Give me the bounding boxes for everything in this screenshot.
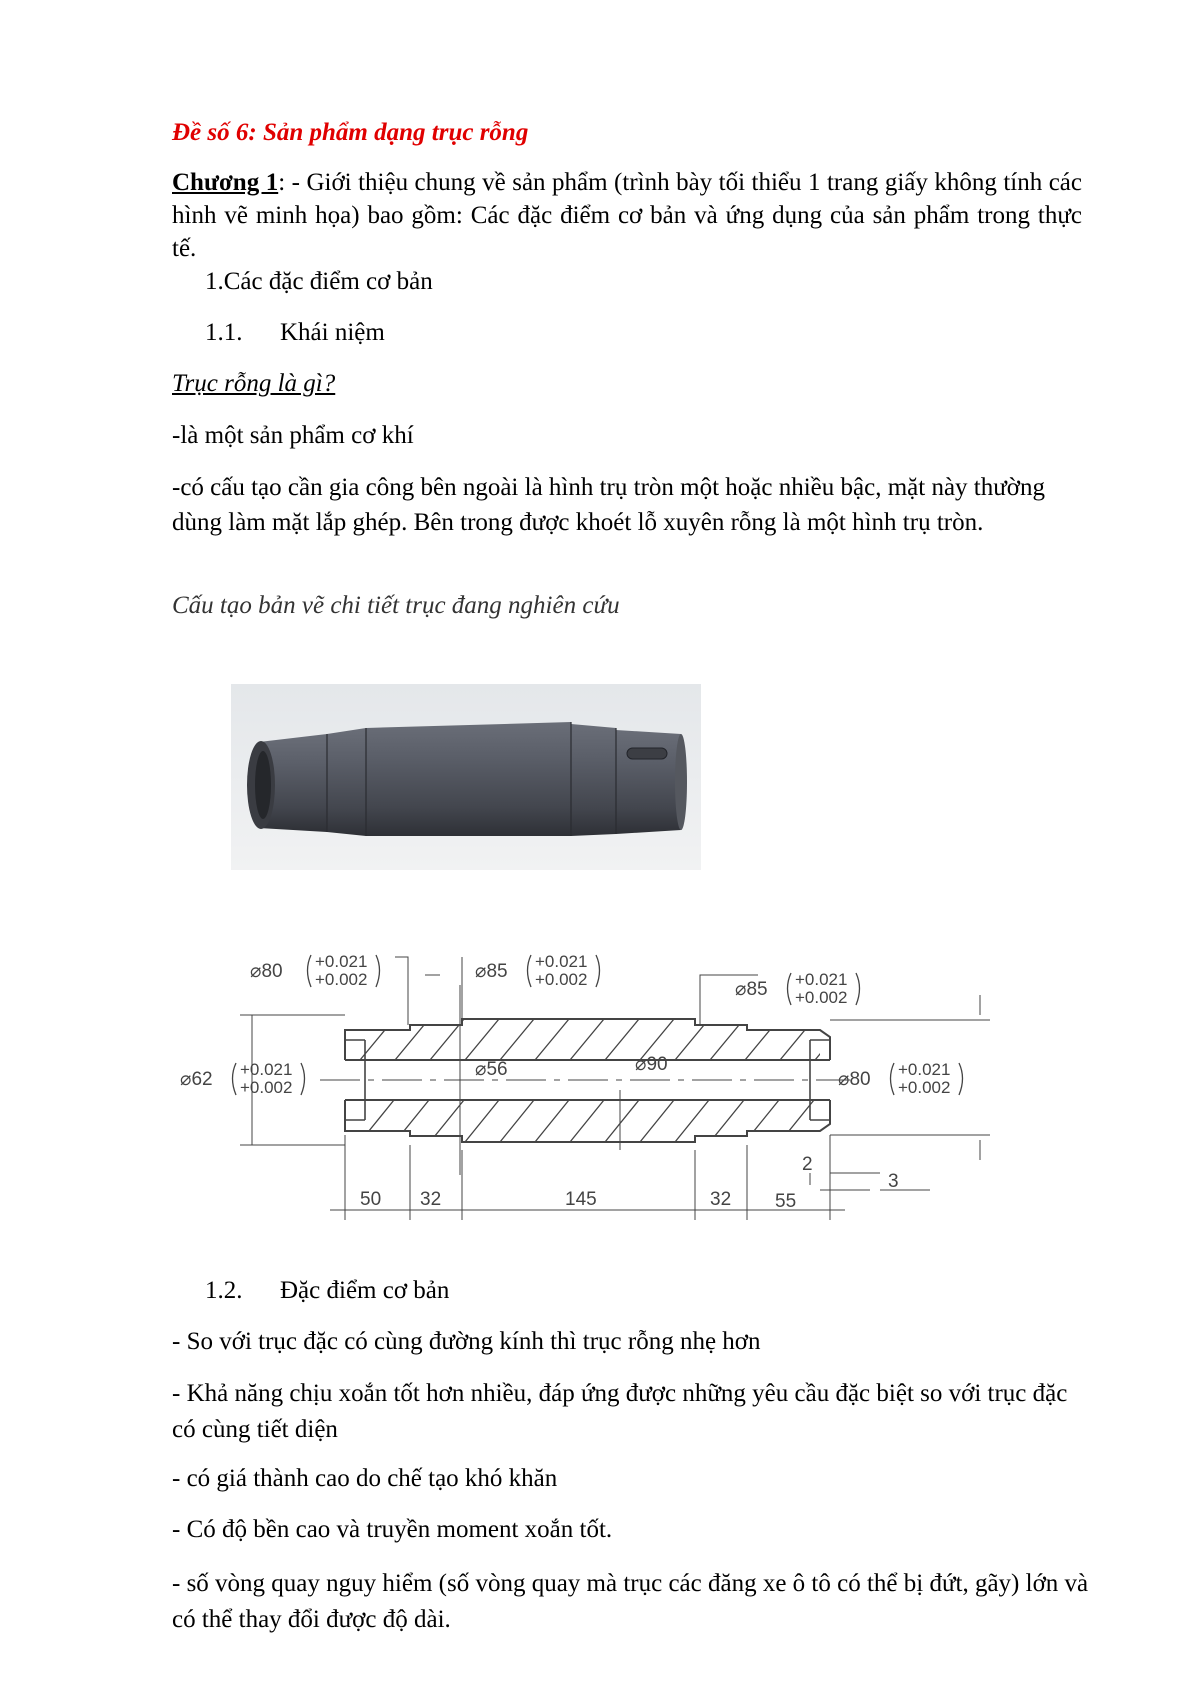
feature-line-4: - Có độ bền cao và truyền moment xoắn tốt.	[172, 1516, 613, 1543]
feature-line-1: - So với trục đặc có cùng đường kính thì trục rỗng nhẹ hơn	[172, 1328, 761, 1355]
figure-caption: Cấu tạo bản vẽ chi tiết trục đang nghiên cứu	[172, 592, 620, 619]
tol-lower-2: +0.002	[535, 970, 588, 989]
dim-d80-right: ⌀80	[838, 1069, 871, 1090]
chapter-label: Chương 1	[172, 169, 279, 196]
tol-lower-4: +0.002	[240, 1078, 293, 1097]
tol-upper-2: +0.021	[535, 952, 588, 971]
tol-lower-3: +0.002	[795, 988, 848, 1007]
dim-d80-left: ⌀80	[250, 961, 283, 982]
document-title: Đề số 6: Sản phẩm dạng trục rỗng	[172, 119, 529, 146]
shaft-3d-render-image	[231, 684, 701, 870]
chapter-colon: :	[278, 169, 286, 196]
dim-d85-right: ⌀85	[735, 979, 768, 1000]
dim-length-2: 2	[802, 1154, 813, 1175]
tol-lower-1: +0.002	[315, 970, 368, 989]
subsection-number-1-2: 1.2.	[205, 1277, 243, 1304]
dim-length-3: 3	[888, 1171, 899, 1192]
tol-upper-3: +0.021	[795, 970, 848, 989]
chapter-intro-text: - Giới thiệu chung về sản phẩm (trình bày tối thiểu 1 trang giấy không tính các hình vẽ minh họa) bao gồm: Các đặc điểm cơ bản và ứng dụng của sản phẩm trong thực tế.	[172, 169, 1082, 262]
dim-d62: ⌀62	[180, 1069, 213, 1090]
shaft-technical-drawing	[180, 935, 1060, 1245]
feature-line-5: - số vòng quay nguy hiểm (số vòng quay mà trục các đăng xe ô tô có thể bị đứt, gãy) lớn và có thể thay đổi được độ dài.	[172, 1570, 1089, 1633]
section-heading-1: 1.Các đặc điểm cơ bản	[205, 268, 433, 295]
feature-line-3: - có giá thành cao do chế tạo khó khăn	[172, 1465, 558, 1492]
dim-d85-mid: ⌀85	[475, 961, 508, 982]
tol-lower-5: +0.002	[898, 1078, 951, 1097]
definition-line-1: -là một sản phẩm cơ khí	[172, 422, 414, 449]
subsection-number-1-1: 1.1.	[205, 319, 243, 346]
dim-length-50: 50	[360, 1189, 382, 1210]
dim-d56: ⌀56	[475, 1059, 508, 1080]
chapter-intro-paragraph	[172, 166, 1082, 265]
dim-length-32a: 32	[420, 1189, 442, 1210]
dim-length-55: 55	[775, 1191, 797, 1212]
dim-length-32b: 32	[710, 1189, 732, 1210]
dim-d90: ⌀90	[635, 1054, 668, 1075]
tol-upper-5: +0.021	[898, 1060, 951, 1079]
subsection-heading-1-2: Đặc điểm cơ bản	[280, 1277, 450, 1304]
question-heading: Trục rỗng là gì?	[172, 370, 336, 397]
tol-upper-1: +0.021	[315, 952, 368, 971]
definition-paragraph-2: -có cấu tạo cần gia công bên ngoài là hình trụ tròn một hoặc nhiều bậc, mặt này thường dùng làm mặt lắp ghép. Bên trong được khoét lỗ xuyên rỗng là một hình trụ tròn.	[172, 474, 1046, 536]
tol-upper-4: +0.021	[240, 1060, 293, 1079]
dim-length-145: 145	[565, 1189, 597, 1210]
feature-line-2: - Khả năng chịu xoắn tốt hơn nhiều, đáp ứng được những yêu cầu đặc biệt so với trục đặc có cùng tiết diện	[172, 1380, 1068, 1443]
subsection-heading-1-1: Khái niệm	[280, 319, 385, 346]
